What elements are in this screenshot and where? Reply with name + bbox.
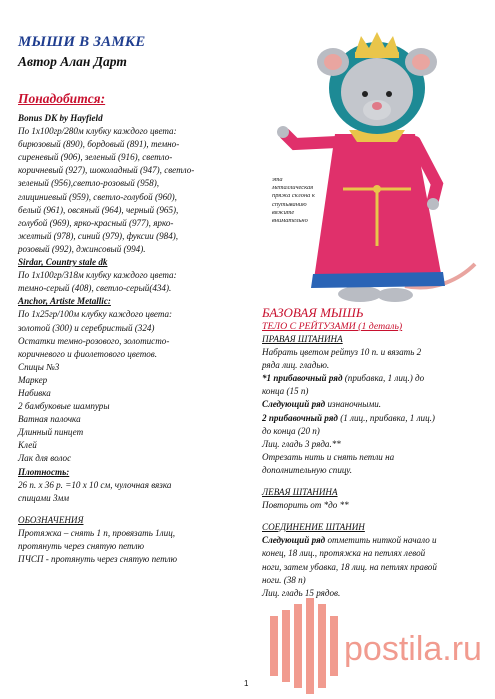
row-label: *1 прибавочный ряд: [262, 373, 343, 384]
legend-line: Протяжка – снять 1 п, провязать 1лиц,: [18, 527, 176, 538]
materials-line: Bonus DK by Hayfield: [18, 113, 103, 123]
caption-line: эта: [272, 176, 283, 183]
instruction-line: дополнительную спицу.: [262, 464, 353, 475]
author-line: Автор Алан Дарт: [18, 54, 127, 69]
row-label: Следующий ряд: [262, 399, 326, 410]
page-number: 1: [244, 679, 249, 688]
materials-line: Плотность:: [18, 466, 70, 477]
row-label: Следующий ряд: [262, 535, 326, 546]
materials-line: По 1х100гр/318м клубку каждого цвета:: [18, 270, 177, 281]
left-leg-heading: ЛЕВАЯ ШТАНИНА: [262, 487, 338, 498]
instruction-line: Отрезать нить и снять петли на: [262, 451, 395, 462]
right-leg-heading: ПРАВАЯ ШТАНИНА: [262, 334, 343, 344]
materials-line: коричневый (927), шоколадный (947), светло-: [18, 165, 195, 176]
row-text: (прибавка, 1 лиц.) до: [342, 373, 425, 384]
materials-line: Спицы №3: [18, 361, 60, 372]
instruction-line: ноги. (38 п): [262, 574, 306, 585]
caption-line: пряжа склона к: [272, 192, 315, 200]
instruction-line: Повторить от *до **: [262, 500, 349, 511]
materials-line: По 1х100гр/280м клубку каждого цвета:: [18, 126, 177, 137]
caption-line: спутыванию: [272, 200, 307, 208]
document-title: МЫШИ В ЗАМКЕ: [18, 34, 146, 50]
instruction-line: [262, 534, 492, 547]
postila-logo-icon: [270, 596, 492, 696]
materials-line: бирюзовый (890), бордовый (891), темно-: [18, 139, 180, 150]
mouse-photo: [265, 24, 487, 314]
instruction-line: [262, 398, 492, 411]
instruction-line: конец, 18 лиц., протяжка на петлях левой: [262, 548, 426, 559]
join-heading: СОЕДИНЕНИЕ ШТАНИН: [262, 522, 365, 533]
legend-heading: ОБОЗНАЧЕНИЯ: [18, 514, 84, 525]
materials-line: коричневого и фиолетового цветов.: [18, 348, 158, 359]
materials-line: Sirdar, Country stale dk: [18, 257, 108, 268]
materials-line: спицами 3мм: [18, 492, 70, 503]
row-label: 2 прибавочный ряд: [262, 412, 338, 423]
row-text: изнаночными.: [325, 399, 382, 410]
materials-line: желтый (978), синий (979), фуксии (984),: [18, 230, 179, 241]
materials-line: 26 п. х 36 р. =10 х 10 см, чулочная вязка: [18, 479, 172, 490]
materials-line: сиреневый (906), зеленый (916), светло-: [18, 152, 173, 163]
pattern-subtitle: ТЕЛО С РЕЙТУЗАМИ (1 деталь): [262, 321, 403, 332]
materials-line: белый (961), овсяный (964), черный (965),: [18, 204, 179, 215]
instruction-line: Набрать цветом рейтуз 10 п. и вязать 2: [262, 347, 422, 358]
materials-column: [18, 112, 258, 566]
caption-line: вяжите: [272, 208, 295, 216]
instruction-line: [262, 372, 492, 385]
instruction-line: до конца (20 п): [262, 425, 320, 436]
materials-line: голубой (969), ярко-красный (977), ярко-: [18, 217, 174, 228]
instruction-line: конца (15 п): [262, 386, 309, 397]
materials-line: золотой (300) и серебристый (324): [18, 322, 155, 333]
materials-line: Остатки темно-розового, золотисто-: [18, 335, 170, 346]
materials-line: Лак для волос: [18, 453, 72, 464]
materials-line: Ватная палочка: [18, 414, 81, 425]
photo-caption: [272, 176, 332, 225]
instruction-line: [262, 412, 492, 425]
materials-line: розовый (992), джинсовый (994).: [18, 243, 146, 254]
materials-list: [18, 112, 258, 505]
materials-line: Маркер: [18, 374, 48, 385]
caption-line: металлическая: [272, 184, 314, 192]
svg-text:postila.ru: postila.ru: [344, 630, 482, 668]
legend-line: ПЧСП - протянуть через снятую петлю: [18, 554, 178, 565]
materials-line: По 1х25гр/100м клубку каждого цвета:: [18, 309, 173, 320]
row-text: отметить ниткой начало и: [325, 535, 437, 546]
materials-line: темно-серый (408), светло-серый(434).: [18, 283, 172, 294]
row-text: (1 лиц., прибавка, 1 лиц.): [337, 412, 435, 423]
instruction-line: ноги, затем убавка, 18 лиц. на петлях правой: [262, 561, 437, 572]
instruction-line: ряда лиц. гладью.: [262, 360, 330, 371]
materials-line: Набивка: [18, 387, 51, 398]
materials-line: зеленый (956),светло-розовый (958),: [18, 178, 160, 189]
materials-line: Клей: [18, 440, 37, 451]
materials-line: глициниевый (959), светло-голубой (960),: [18, 191, 177, 202]
materials-heading: Понадобится:: [18, 91, 106, 106]
legend-line: протянуть через снятую петлю: [18, 541, 144, 551]
materials-line: Длинный пинцет: [18, 427, 84, 438]
caption-line: внимательно: [272, 217, 308, 225]
materials-line: Anchor, Artiste Metallic:: [18, 296, 111, 307]
pattern-title: БАЗОВАЯ МЫШЬ: [262, 305, 364, 320]
instruction-line: Лиц. гладь 15 рядов.: [262, 587, 341, 598]
materials-line: 2 бамбуковые шампуры: [18, 401, 110, 412]
instruction-line: Лиц. гладь 3 ряда.**: [262, 438, 341, 449]
pattern-column: [262, 305, 492, 600]
